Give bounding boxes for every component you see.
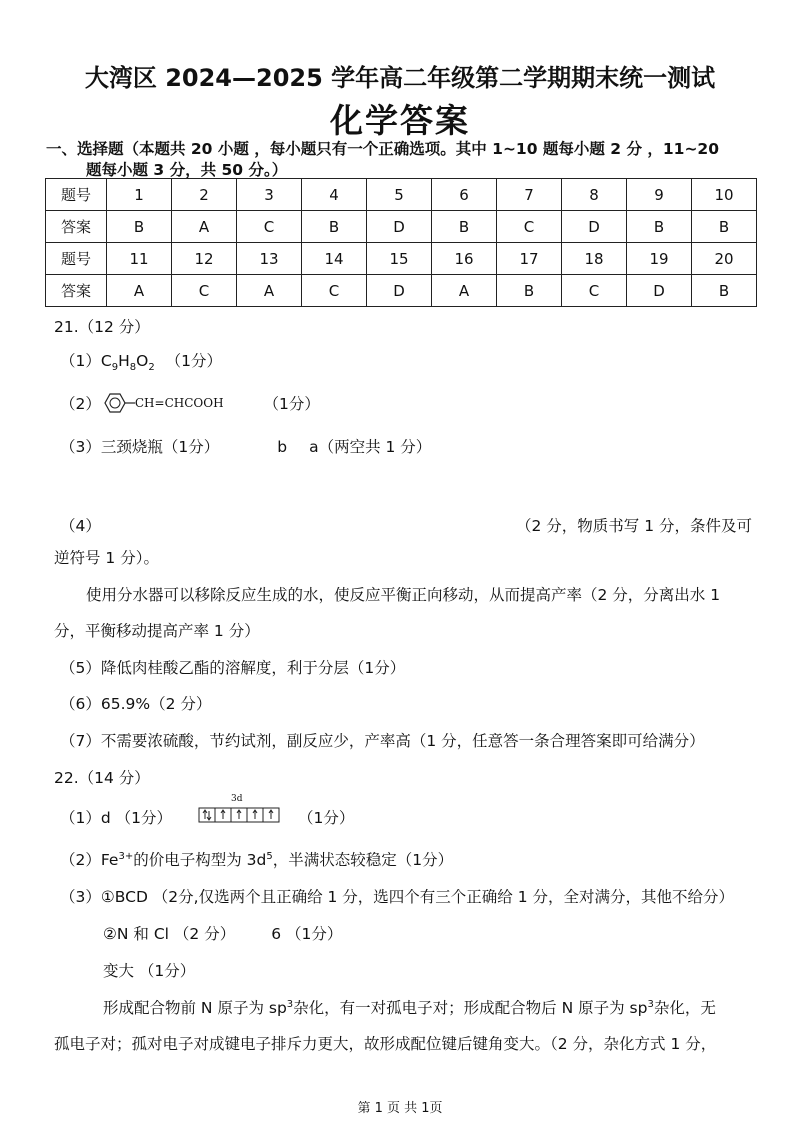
- q22-part1-score: （1分）: [298, 809, 355, 827]
- answer-table-cell: C: [237, 211, 302, 243]
- q21-part2-score: （1分）: [263, 395, 320, 413]
- answer-table-cell: A: [432, 275, 497, 307]
- answer-table-cell: C: [497, 211, 562, 243]
- q21-part3-a: a（两空共 1 分）: [309, 438, 432, 456]
- answer-table-cell: 11: [107, 243, 172, 275]
- answer-table-cell: C: [172, 275, 237, 307]
- cinnamic-acid-structure: CH=CHCOOH: [101, 392, 224, 414]
- q21-part3-b: b: [277, 438, 288, 456]
- answer-table-cell: B: [107, 211, 172, 243]
- answer-table-cell: 12: [172, 243, 237, 275]
- answer-table-cell: 20: [692, 243, 757, 275]
- q21-part1-score: （1分）: [165, 352, 222, 370]
- answer-table-cell: 8: [562, 179, 627, 211]
- answer-table-cell: 9: [627, 179, 692, 211]
- q22-heading: 22.（14 分）: [54, 769, 150, 787]
- answer-table-row: [46, 211, 757, 243]
- q21-part4-score-line1: （2 分，物质书写 1 分，条件及可: [516, 517, 753, 535]
- q22-part1: （1）d （1分） 3d （1分）: [60, 794, 355, 827]
- answer-table-header-cell: 答案: [46, 211, 107, 243]
- q21-part5: （5）降低肉桂酸乙酯的溶解度，利于分层（1分）: [60, 659, 406, 677]
- answer-table-row: [46, 179, 757, 211]
- answer-table-header-cell: 题号: [46, 243, 107, 275]
- answer-table-cell: 16: [432, 243, 497, 275]
- q21-part2: [60, 392, 320, 414]
- answer-table: [45, 178, 757, 307]
- section1-intro-line2: 题每小题 3 分，共 50 分。）: [86, 161, 288, 179]
- answer-table-cell: 10: [692, 179, 757, 211]
- q21-part1-label: （1）: [60, 352, 101, 370]
- answer-table-cell: B: [627, 211, 692, 243]
- answer-table-cell: A: [237, 275, 302, 307]
- q21-heading: 21.（12 分）: [54, 318, 150, 336]
- answer-table-cell: 14: [302, 243, 367, 275]
- answer-table-cell: A: [172, 211, 237, 243]
- q22-part3-line5: 孤电子对；孤对电子对成键电子排斥力更大，故形成配位键后键角变大。（2 分，杂化方式 1 分，: [54, 1035, 717, 1053]
- answer-table-cell: D: [562, 211, 627, 243]
- orbital-label: 3d: [231, 794, 243, 804]
- answer-table-row: [46, 243, 757, 275]
- answer-table-header-cell: 题号: [46, 179, 107, 211]
- answer-table-cell: 18: [562, 243, 627, 275]
- answer-table-cell: 4: [302, 179, 367, 211]
- answer-table-cell: 3: [237, 179, 302, 211]
- answer-table-cell: B: [692, 275, 757, 307]
- answer-table-header-cell: 答案: [46, 275, 107, 307]
- answer-table-cell: A: [107, 275, 172, 307]
- benzene-ring-icon: [101, 392, 135, 414]
- q21-part3: （3）三颈烧瓶（1分） b a（两空共 1 分）: [60, 438, 432, 456]
- answer-subtitle: 化学答案: [330, 101, 470, 140]
- answer-table-cell: D: [367, 211, 432, 243]
- answer-table-cell: C: [562, 275, 627, 307]
- q22-part3-line2: ②N 和 Cl （2 分） 6 （1分）: [103, 925, 343, 943]
- answer-table-cell: C: [302, 275, 367, 307]
- 3d-orbital-diagram: [198, 794, 280, 827]
- q21-part4-label: （4）: [60, 517, 101, 535]
- q21-part4-explain-line1: 使用分水器可以移除反应生成的水，使反应平衡正向移动，从而提高产率（2 分，分离出水 1: [86, 586, 721, 604]
- q21-formula: $C_9H_8O_2$: [100, 352, 155, 374]
- q21-part2-label: （2）: [60, 395, 101, 413]
- answer-table-cell: B: [432, 211, 497, 243]
- answer-table-cell: 13: [237, 243, 302, 275]
- answer-table-cell: 7: [497, 179, 562, 211]
- q21-part4-explain-line2: 分，平衡移动提高产率 1 分）: [54, 622, 260, 640]
- q21-part4-score-line2: 逆符号 1 分）。: [54, 549, 159, 567]
- answer-table-cell: D: [627, 275, 692, 307]
- q22-part3-line1: （3）①BCD （2分,仅选两个且正确给 1 分，选四个有三个正确给 1 分，全对满分，其他不给分）: [60, 888, 735, 906]
- answer-table-cell: 17: [497, 243, 562, 275]
- answer-table-cell: B: [302, 211, 367, 243]
- answer-table-cell: 19: [627, 243, 692, 275]
- q22-part3-line3: 变大 （1分）: [103, 962, 196, 980]
- q21-part7: （7）不需要浓硫酸，节约试剂，副反应少，产率高（1 分，任意答一条合理答案即可给满分）: [60, 732, 705, 750]
- q21-part1: [60, 349, 222, 374]
- answer-table-cell: 15: [367, 243, 432, 275]
- answer-table-cell: 5: [367, 179, 432, 211]
- exam-title: 大湾区 2024—2025 学年高二年级第二学期期末统一测试: [84, 64, 716, 92]
- answer-table-row: [46, 275, 757, 307]
- q21-part6: （6）65.9%（2 分）: [60, 695, 212, 713]
- section1-intro-line1: 一、选择题（本题共 20 小题 ，每小题只有一个正确选项。其中 1~10 题每小题 2 分 ，11~20: [46, 140, 719, 158]
- answer-table-cell: B: [692, 211, 757, 243]
- page-footer: 第 1 页 共 1页: [357, 1101, 443, 1116]
- q22-part3-line4: 形成配合物前 N 原子为 $sp^3$杂化，有一对孤电子对；形成配合物后 N 原子为 $sp^3$杂化，无: [103, 998, 716, 1017]
- answer-table-cell: B: [497, 275, 562, 307]
- answer-table-cell: 6: [432, 179, 497, 211]
- answer-table-cell: 2: [172, 179, 237, 211]
- q22-part2: $(2)Fe^{3+}$的价电子构型为 $3d^5$，半满状态较稳定（1分）: [60, 850, 454, 869]
- orbital-boxes-icon: [198, 807, 280, 823]
- answer-table-cell: 1: [107, 179, 172, 211]
- answer-table-cell: D: [367, 275, 432, 307]
